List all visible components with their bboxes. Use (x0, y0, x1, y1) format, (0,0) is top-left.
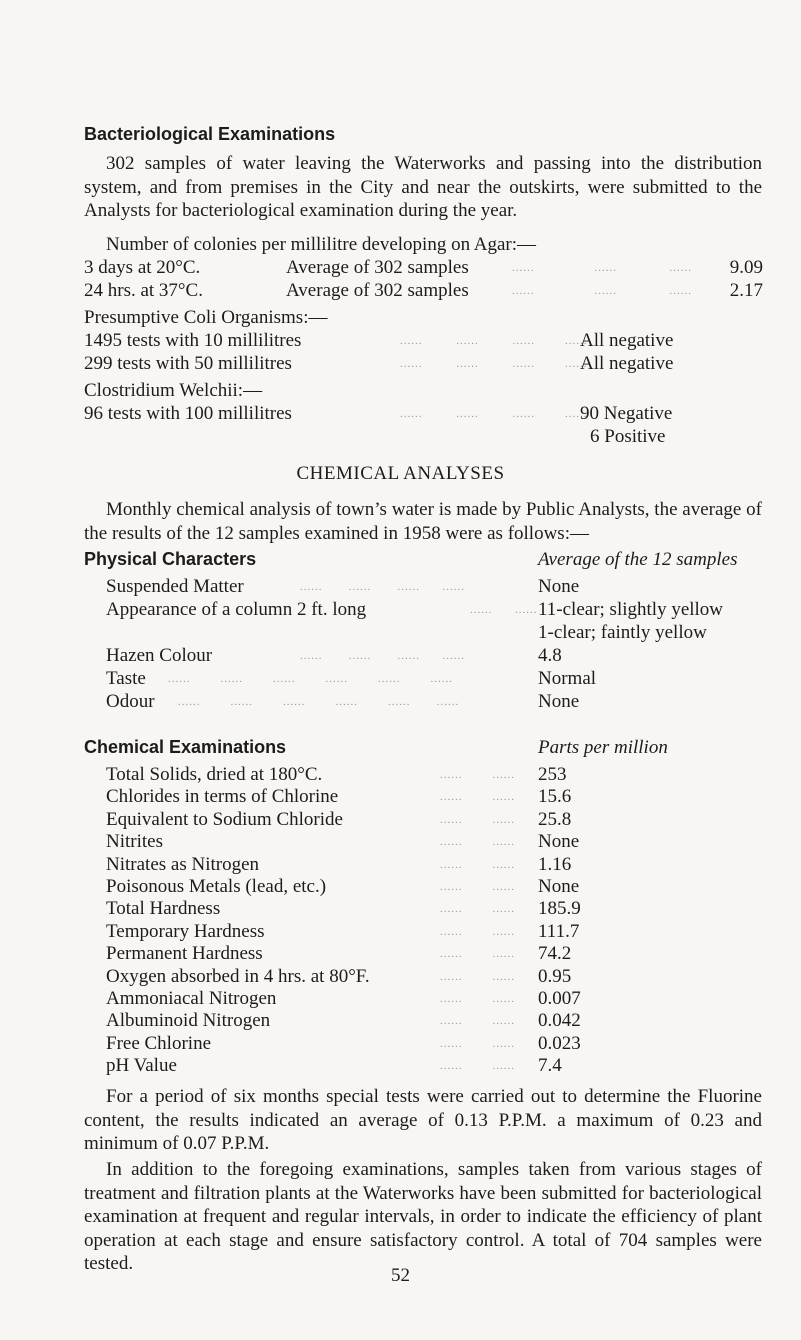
bacteriological-intro: 302 samples of water leaving the Waterworks and passing into the distribution system, and from premises in the City and near the outskirts, were submitted to the Analysts for bacteriological examination during the year. (84, 153, 762, 221)
exam-label: Poisonous Metals (lead, etc.) (106, 876, 327, 897)
exam-label: pH Value (106, 1055, 177, 1076)
leader-dots: ...... ...... (440, 993, 515, 1005)
colonies-label: 24 hrs. at 37°C. (84, 280, 203, 301)
chemical-exam-heading: Chemical Examinations (84, 737, 287, 757)
exam-value: 0.023 (538, 1033, 581, 1054)
exam-value: 253 (538, 764, 567, 785)
exam-label: Equivalent to Sodium Chloride (106, 809, 343, 830)
leader-dots: ...... ...... (470, 604, 538, 616)
exam-value: None (538, 831, 580, 852)
exam-value: 185.9 (538, 898, 581, 919)
leader-dots: ...... ...... (440, 1038, 515, 1050)
exam-value: 0.042 (538, 1010, 581, 1031)
exam-value: None (538, 876, 580, 897)
colonies-intro: Number of colonies per millilitre developing on Agar:— (106, 234, 537, 255)
physical-label: Suspended Matter (106, 576, 244, 597)
physical-value: 4.8 (538, 645, 562, 666)
physical-label: Hazen Colour (106, 645, 213, 666)
exam-column-header: Parts per million (538, 737, 668, 758)
coli-result: All negative (580, 353, 674, 374)
leader-dots: ...... ...... ...... ...... (300, 581, 465, 593)
exam-label: Free Chlorine (106, 1033, 212, 1054)
exam-value: 1.16 (538, 854, 572, 875)
leader-dots: ...... ...... (440, 859, 515, 871)
physical-value: 1-clear; faintly yellow (538, 622, 707, 643)
physical-value: Normal (538, 668, 597, 689)
leader-dots: ...... ...... (440, 903, 515, 915)
exam-label: Total Hardness (106, 898, 221, 919)
colonies-value: 2.17 (729, 280, 763, 301)
physical-value: 11-clear; slightly yellow (538, 599, 724, 620)
exam-label: Permanent Hardness (106, 943, 263, 964)
physical-column-header: Average of the 12 samples (538, 549, 738, 570)
exam-label: Nitrites (106, 831, 163, 852)
leader-dots: ...... ...... (440, 1015, 515, 1027)
exam-label: Ammoniacal Nitrogen (106, 988, 277, 1009)
leader-dots: ...... ...... (440, 971, 515, 983)
leader-dots: ...... ...... (440, 814, 515, 826)
exam-label: Total Solids, dried at 180°C. (106, 764, 323, 785)
leader-dots: ...... ...... (440, 791, 515, 803)
leader-dots: ...... ...... ...... ...... (400, 408, 588, 420)
leader-dots: ...... ...... (440, 769, 515, 781)
exam-value: 15.6 (538, 786, 572, 807)
leader-dots: ...... ...... ...... ...... (400, 335, 588, 347)
welchii-label: 96 tests with 100 millilitres (84, 403, 292, 424)
leader-dots: ...... ...... ...... ...... ...... ...... (178, 696, 460, 708)
final-paragraph: In addition to the foregoing examinations, samples taken from various stages of treatment and filtration plants at the Waterworks have been submitted for bacteriological examination at frequent and regular intervals, in order to indicate the efficiency of plant operation at each stage and ensure satisfactory control. A total of 704 samples were tested. (84, 1159, 762, 1274)
leader-dots: ...... ...... (440, 948, 515, 960)
physical-label: Taste (106, 668, 146, 689)
physical-heading: Physical Characters (84, 549, 257, 569)
chemical-intro: Monthly chemical analysis of town’s water is made by Public Analysts, the average of the results of the 12 samples examined in 1958 were as follows:— (84, 499, 762, 544)
exam-value: 25.8 (538, 809, 572, 830)
physical-value: None (538, 576, 580, 597)
physical-value: None (538, 691, 580, 712)
physical-label: Appearance of a column 2 ft. long (106, 599, 367, 620)
coli-label: 1495 tests with 10 millilitres (84, 330, 302, 351)
page-number: 52 (391, 1265, 410, 1286)
exam-label: Albuminoid Nitrogen (106, 1010, 271, 1031)
leader-dots: ...... ...... (440, 1060, 515, 1072)
leader-dots: ...... ...... ...... ...... ...... ...... (168, 673, 453, 685)
exam-value: 7.4 (538, 1055, 562, 1076)
coli-result: All negative (580, 330, 674, 351)
exam-value: 74.2 (538, 943, 572, 964)
leader-dots: ...... ...... (440, 836, 515, 848)
colonies-desc: Average of 302 samples (286, 280, 469, 301)
exam-label: Nitrates as Nitrogen (106, 854, 260, 875)
chemical-heading: CHEMICAL ANALYSES (296, 463, 505, 484)
physical-label: Odour (106, 691, 155, 712)
bacteriological-heading: Bacteriological Examinations (84, 124, 336, 144)
colonies-desc: Average of 302 samples (286, 257, 469, 278)
welchii-heading: Clostridium Welchii:— (84, 380, 263, 401)
colonies-value: 9.09 (729, 257, 763, 278)
leader-dots: ...... ...... (440, 881, 515, 893)
exam-value: 0.95 (538, 966, 572, 987)
leader-dots: ...... ...... (440, 926, 515, 938)
exam-label: Oxygen absorbed in 4 hrs. at 80°F. (106, 966, 370, 987)
coli-heading: Presumptive Coli Organisms:— (84, 307, 328, 328)
exam-value: 0.007 (538, 988, 581, 1009)
exam-label: Temporary Hardness (106, 921, 265, 942)
colonies-label: 3 days at 20°C. (84, 257, 201, 278)
exam-value: 111.7 (538, 921, 580, 942)
leader-dots: ...... ...... ...... (512, 285, 692, 297)
leader-dots: ...... ...... ...... (512, 262, 692, 274)
welchii-result: 90 Negative (580, 403, 673, 424)
leader-dots: ...... ...... ...... ...... (400, 358, 588, 370)
welchii-result: 6 Positive (590, 426, 666, 447)
exam-label: Chlorides in terms of Chlorine (106, 786, 339, 807)
coli-label: 299 tests with 50 millilitres (84, 353, 292, 374)
fluorine-paragraph: For a period of six months special tests were carried out to determine the Fluorine content, the results indicated an average of 0.13 P.P.M. a maximum of 0.23 and minimum of 0.07 P.P.M. (84, 1086, 762, 1154)
leader-dots: ...... ...... ...... ...... (300, 650, 465, 662)
